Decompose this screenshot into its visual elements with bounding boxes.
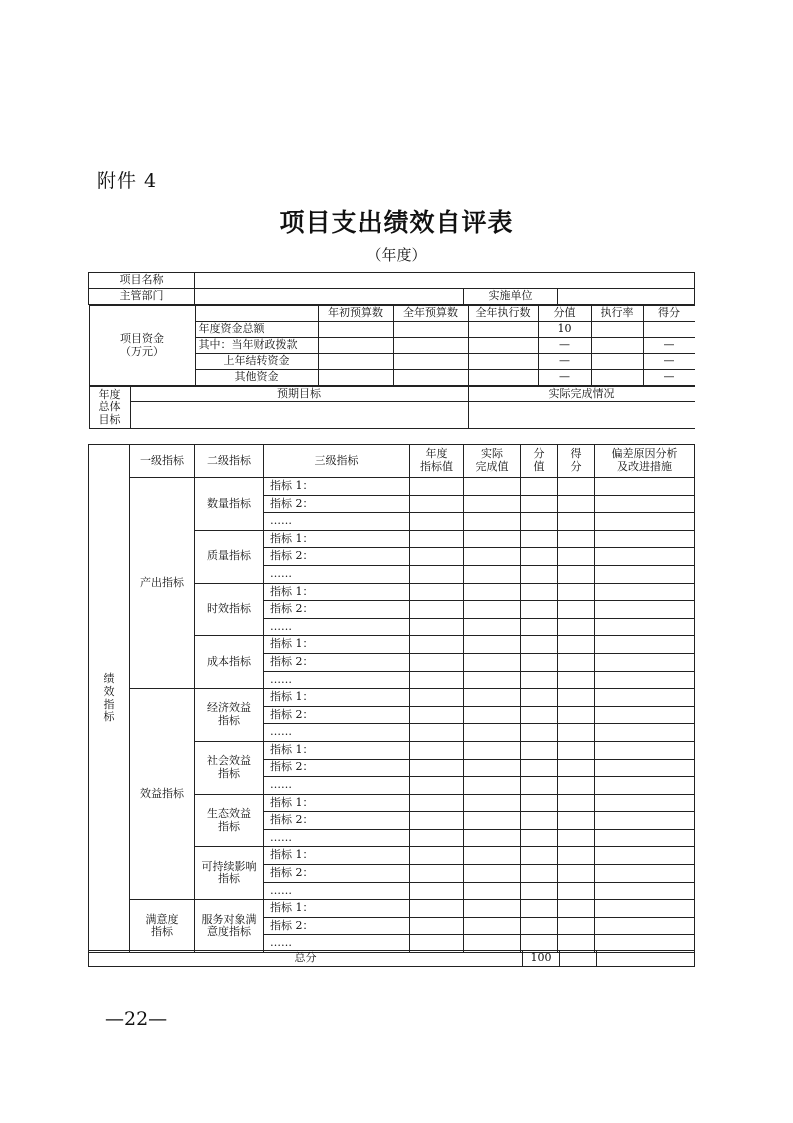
deviation-cell[interactable]	[595, 530, 695, 548]
funds-cell[interactable]	[468, 338, 538, 354]
actual-value-cell[interactable]	[464, 653, 521, 671]
level2-indicator	[195, 900, 264, 953]
actual-value-cell[interactable]	[464, 847, 521, 865]
funds-rate[interactable]	[591, 370, 643, 386]
level2-line2: 指标	[218, 714, 240, 728]
funds-row-label: 其中：当年财政拨款	[195, 338, 318, 354]
indicator-table	[88, 444, 695, 953]
level3-indicator[interactable]: ……	[264, 565, 410, 583]
score-cell[interactable]	[521, 794, 558, 812]
actual-value-cell[interactable]	[464, 565, 521, 583]
deviation-cell[interactable]	[595, 565, 695, 583]
deviation-cell[interactable]	[595, 548, 695, 566]
funds-cell[interactable]	[393, 354, 468, 370]
gain-cell[interactable]	[558, 513, 595, 531]
level3-indicator[interactable]: 指标 1：	[264, 530, 410, 548]
score-cell[interactable]	[521, 583, 558, 601]
score-cell[interactable]	[521, 724, 558, 742]
form-title: 项目支出绩效自评表	[279, 208, 514, 237]
gain-cell[interactable]	[558, 495, 595, 513]
level2-indicator	[195, 530, 264, 583]
level3-indicator[interactable]: ……	[264, 513, 410, 531]
funds-row-label: 上年结转资金	[195, 354, 318, 370]
deviation-cell[interactable]	[595, 636, 695, 654]
target-value-cell[interactable]	[410, 671, 464, 689]
deviation-cell[interactable]	[595, 583, 695, 601]
actual-value-cell[interactable]	[464, 777, 521, 795]
level2-line1: 时效指标	[207, 602, 251, 616]
total-row	[89, 951, 695, 967]
total-label: 总分	[89, 951, 523, 967]
target-value-cell[interactable]	[410, 741, 464, 759]
level3-indicator[interactable]: 指标 1：	[264, 794, 410, 812]
score-cell[interactable]	[521, 917, 558, 935]
score-cell[interactable]	[521, 671, 558, 689]
target-value-cell[interactable]	[410, 583, 464, 601]
level3-indicator[interactable]: 指标 2：	[264, 495, 410, 513]
target-value-cell[interactable]	[410, 900, 464, 918]
level2-indicator	[195, 478, 264, 531]
score-cell[interactable]	[521, 548, 558, 566]
deviation-cell[interactable]	[595, 601, 695, 619]
goals-label: 年度总体目标	[89, 387, 130, 429]
funds-label	[89, 306, 195, 386]
gain-cell[interactable]	[558, 478, 595, 496]
deviation-cell[interactable]	[595, 882, 695, 900]
level2-indicator	[195, 583, 264, 636]
target-value-cell[interactable]	[410, 636, 464, 654]
deviation-cell[interactable]	[595, 917, 695, 935]
actual-value-cell[interactable]	[464, 706, 521, 724]
level2-line2: 意度指标	[207, 925, 251, 939]
actual-value-cell[interactable]	[464, 583, 521, 601]
target-value-cell[interactable]	[410, 530, 464, 548]
deviation-cell[interactable]	[595, 618, 695, 636]
indicator-side-label: 绩效指标	[89, 445, 130, 953]
funds-cell[interactable]	[393, 338, 468, 354]
gain-cell[interactable]	[558, 653, 595, 671]
level3-indicator[interactable]: 指标 1：	[264, 847, 410, 865]
score-cell[interactable]	[521, 530, 558, 548]
level3-indicator[interactable]: 指标 1：	[264, 741, 410, 759]
attachment-label: 附件 4	[97, 170, 158, 192]
funds-gain: —	[643, 370, 695, 386]
target-value-cell[interactable]	[410, 653, 464, 671]
project-name-field[interactable]	[195, 273, 695, 289]
goals-header-row	[89, 387, 695, 402]
indicator-row	[89, 900, 695, 918]
target-value-cell[interactable]	[410, 565, 464, 583]
deviation-cell[interactable]	[595, 671, 695, 689]
total-score: 100	[523, 951, 560, 967]
header-gain-line2: 分	[570, 460, 582, 473]
indicator-row	[89, 478, 695, 496]
target-value-cell[interactable]	[410, 618, 464, 636]
goals-actual-label: 实际完成情况	[468, 387, 695, 402]
target-value-cell[interactable]	[410, 513, 464, 531]
target-value-cell[interactable]	[410, 812, 464, 830]
deviation-cell[interactable]	[595, 847, 695, 865]
header-gain	[558, 445, 595, 478]
level3-indicator[interactable]: ……	[264, 724, 410, 742]
deviation-cell[interactable]	[595, 724, 695, 742]
goals-table	[89, 386, 695, 429]
gain-cell[interactable]	[558, 741, 595, 759]
gain-cell[interactable]	[558, 847, 595, 865]
score-cell[interactable]	[521, 741, 558, 759]
funds-header-row	[89, 306, 695, 322]
header-score-line1: 分	[533, 447, 545, 461]
level2-indicator	[195, 847, 264, 900]
funds-gain	[643, 322, 695, 338]
level3-indicator[interactable]: 指标 2：	[264, 601, 410, 619]
level3-indicator[interactable]: 指标 2：	[264, 653, 410, 671]
actual-value-cell[interactable]	[464, 759, 521, 777]
total-gain[interactable]	[560, 951, 597, 967]
funds-cell[interactable]	[468, 370, 538, 386]
deviation-cell[interactable]	[595, 495, 695, 513]
header-level2: 二级指标	[195, 445, 264, 478]
funds-score: —	[538, 354, 591, 370]
deviation-cell[interactable]	[595, 689, 695, 707]
score-cell[interactable]	[521, 565, 558, 583]
target-value-cell[interactable]	[410, 689, 464, 707]
funds-header-rate: 执行率	[591, 306, 643, 322]
header-score	[521, 445, 558, 478]
deviation-cell[interactable]	[595, 478, 695, 496]
header-level3: 三级指标	[264, 445, 410, 478]
level2-indicator	[195, 741, 264, 794]
target-value-cell[interactable]	[410, 724, 464, 742]
level2-line1: 社会效益	[207, 754, 251, 768]
funds-cell[interactable]	[468, 354, 538, 370]
deviation-cell[interactable]	[595, 812, 695, 830]
level2-line2: 指标	[218, 819, 240, 833]
header-gain-line1: 得	[570, 447, 582, 461]
funds-table	[89, 305, 695, 386]
target-value-cell[interactable]	[410, 706, 464, 724]
actual-value-cell[interactable]	[464, 917, 521, 935]
score-cell[interactable]	[521, 759, 558, 777]
gain-cell[interactable]	[558, 618, 595, 636]
header-actual-line2: 完成值	[475, 460, 509, 473]
deviation-cell[interactable]	[595, 741, 695, 759]
self-evaluation-table	[88, 272, 695, 429]
score-cell[interactable]	[521, 495, 558, 513]
target-value-cell[interactable]	[410, 847, 464, 865]
score-cell[interactable]	[521, 653, 558, 671]
project-name-label: 项目名称	[89, 273, 195, 289]
row-department	[89, 289, 695, 305]
level3-indicator[interactable]: 指标 2：	[264, 759, 410, 777]
actual-value-cell[interactable]	[464, 741, 521, 759]
level3-indicator[interactable]: 指标 2：	[264, 548, 410, 566]
header-score-line2: 值	[533, 460, 545, 473]
level2-line1: 可持续影响	[201, 859, 257, 873]
level3-indicator[interactable]: 指标 2：	[264, 917, 410, 935]
target-value-cell[interactable]	[410, 777, 464, 795]
level3-indicator[interactable]: 指标 2：	[264, 865, 410, 883]
gain-cell[interactable]	[558, 759, 595, 777]
gain-cell[interactable]	[558, 636, 595, 654]
funds-header-executed: 全年执行数	[468, 306, 538, 322]
header-deviation-line1: 偏差原因分析	[611, 447, 678, 461]
actual-value-cell[interactable]	[464, 636, 521, 654]
target-value-cell[interactable]	[410, 865, 464, 883]
funds-cell[interactable]	[393, 370, 468, 386]
actual-value-cell[interactable]	[464, 794, 521, 812]
department-label: 主管部门	[89, 289, 195, 305]
deviation-cell[interactable]	[595, 706, 695, 724]
goals-expected-field[interactable]	[130, 402, 468, 429]
gain-cell[interactable]	[558, 601, 595, 619]
level2-indicator	[195, 689, 264, 742]
header-actual-line1: 实际	[481, 447, 503, 461]
target-value-cell[interactable]	[410, 548, 464, 566]
row-project-name	[89, 273, 695, 289]
funds-rate[interactable]	[591, 354, 643, 370]
gain-cell[interactable]	[558, 706, 595, 724]
target-value-cell[interactable]	[410, 794, 464, 812]
target-value-cell[interactable]	[410, 601, 464, 619]
deviation-cell[interactable]	[595, 653, 695, 671]
header-target-line2: 指标值	[420, 460, 453, 473]
gain-cell[interactable]	[558, 829, 595, 847]
level2-indicator	[195, 794, 264, 847]
target-value-cell[interactable]	[410, 478, 464, 496]
deviation-cell[interactable]	[595, 513, 695, 531]
indicator-row	[89, 689, 695, 707]
level2-line1: 服务对象满	[201, 912, 257, 926]
funds-header-initial: 年初预算数	[318, 306, 393, 322]
target-value-cell[interactable]	[410, 495, 464, 513]
score-cell[interactable]	[521, 513, 558, 531]
header-actual	[464, 445, 521, 478]
score-cell[interactable]	[521, 601, 558, 619]
score-cell[interactable]	[521, 900, 558, 918]
level3-indicator[interactable]: ……	[264, 618, 410, 636]
actual-value-cell[interactable]	[464, 495, 521, 513]
actual-value-cell[interactable]	[464, 689, 521, 707]
gain-cell[interactable]	[558, 689, 595, 707]
target-value-cell[interactable]	[410, 882, 464, 900]
gain-cell[interactable]	[558, 548, 595, 566]
funds-cell[interactable]	[318, 338, 393, 354]
deviation-cell[interactable]	[595, 829, 695, 847]
level3-indicator[interactable]: 指标 1：	[264, 636, 410, 654]
header-level1: 一级指标	[130, 445, 195, 478]
form-subtitle: （年度）	[366, 246, 427, 264]
target-value-cell[interactable]	[410, 917, 464, 935]
actual-value-cell[interactable]	[464, 882, 521, 900]
gain-cell[interactable]	[558, 900, 595, 918]
score-cell[interactable]	[521, 706, 558, 724]
funds-cell[interactable]	[393, 322, 468, 338]
level2-line1: 质量指标	[207, 549, 251, 563]
level2-indicator	[195, 636, 264, 689]
funds-cell[interactable]	[318, 370, 393, 386]
funds-score: —	[538, 338, 591, 354]
level1-line2: 指标	[151, 925, 173, 939]
level1-indicator	[130, 900, 195, 953]
total-deviation[interactable]	[597, 951, 695, 967]
actual-value-cell[interactable]	[464, 618, 521, 636]
level2-line1: 经济效益	[207, 701, 251, 715]
funds-cell[interactable]	[468, 322, 538, 338]
funds-header-annual: 全年预算数	[393, 306, 468, 322]
funds-gain: —	[643, 338, 695, 354]
deviation-cell[interactable]	[595, 759, 695, 777]
funds-cell[interactable]	[318, 354, 393, 370]
score-cell[interactable]	[521, 829, 558, 847]
level1-indicator: 效益指标	[130, 689, 195, 900]
score-cell[interactable]	[521, 478, 558, 496]
level3-indicator[interactable]: 指标 1：	[264, 478, 410, 496]
gain-cell[interactable]	[558, 865, 595, 883]
score-cell[interactable]	[521, 865, 558, 883]
target-value-cell[interactable]	[410, 759, 464, 777]
level1-line1: 满意度	[145, 912, 179, 926]
gain-cell[interactable]	[558, 583, 595, 601]
department-field[interactable]	[195, 289, 464, 305]
goals-actual-field[interactable]	[468, 402, 695, 429]
level2-line1: 生态效益	[207, 806, 251, 820]
header-deviation-line2: 及改进措施	[617, 460, 672, 473]
gain-cell[interactable]	[558, 917, 595, 935]
score-cell[interactable]	[521, 636, 558, 654]
actual-value-cell[interactable]	[464, 530, 521, 548]
goals-expected-label: 预期目标	[130, 387, 468, 402]
level3-indicator[interactable]: 指标 2：	[264, 706, 410, 724]
funds-row-label: 其他资金	[195, 370, 318, 386]
actual-value-cell[interactable]	[464, 513, 521, 531]
funds-header-score: 分值	[538, 306, 591, 322]
deviation-cell[interactable]	[595, 900, 695, 918]
funds-header-gain: 得分	[643, 306, 695, 322]
level2-line1: 数量指标	[207, 496, 251, 510]
indicator-header-row	[89, 445, 695, 478]
level3-indicator[interactable]: 指标 1：	[264, 583, 410, 601]
funds-label-line2: （万元）	[120, 344, 164, 358]
funds-label-line1: 项目资金	[120, 331, 164, 345]
funds-score: —	[538, 370, 591, 386]
gain-cell[interactable]	[558, 724, 595, 742]
actual-value-cell[interactable]	[464, 900, 521, 918]
funds-cell[interactable]	[318, 322, 393, 338]
level3-indicator[interactable]: 指标 2：	[264, 812, 410, 830]
page-number: —22—	[105, 1008, 168, 1030]
score-cell[interactable]	[521, 882, 558, 900]
deviation-cell[interactable]	[595, 865, 695, 883]
gain-cell[interactable]	[558, 777, 595, 795]
actual-value-cell[interactable]	[464, 724, 521, 742]
level2-line2: 指标	[218, 872, 240, 886]
level2-line1: 成本指标	[207, 654, 251, 668]
level3-indicator[interactable]: ……	[264, 829, 410, 847]
score-cell[interactable]	[521, 847, 558, 865]
implementer-label: 实施单位	[464, 289, 558, 305]
score-cell[interactable]	[521, 812, 558, 830]
actual-value-cell[interactable]	[464, 812, 521, 830]
gain-cell[interactable]	[558, 530, 595, 548]
funds-rate[interactable]	[591, 338, 643, 354]
gain-cell[interactable]	[558, 794, 595, 812]
gain-cell[interactable]	[558, 565, 595, 583]
level3-indicator[interactable]: ……	[264, 777, 410, 795]
deviation-cell[interactable]	[595, 794, 695, 812]
header-deviation	[595, 445, 695, 478]
funds-score: 10	[538, 322, 591, 338]
level2-line2: 指标	[218, 766, 240, 780]
score-cell[interactable]	[521, 618, 558, 636]
level3-indicator[interactable]: ……	[264, 671, 410, 689]
score-cell[interactable]	[521, 777, 558, 795]
funds-blank-header	[195, 306, 318, 322]
deviation-cell[interactable]	[595, 777, 695, 795]
score-cell[interactable]	[521, 689, 558, 707]
funds-rate[interactable]	[591, 322, 643, 338]
actual-value-cell[interactable]	[464, 601, 521, 619]
total-table	[88, 950, 695, 967]
funds-row-label: 年度资金总额	[195, 322, 318, 338]
header-target-line1: 年度	[425, 447, 448, 461]
target-value-cell[interactable]	[410, 829, 464, 847]
actual-value-cell[interactable]	[464, 829, 521, 847]
gain-cell[interactable]	[558, 812, 595, 830]
actual-value-cell[interactable]	[464, 478, 521, 496]
actual-value-cell[interactable]	[464, 671, 521, 689]
gain-cell[interactable]	[558, 882, 595, 900]
gain-cell[interactable]	[558, 671, 595, 689]
actual-value-cell[interactable]	[464, 865, 521, 883]
header-target	[410, 445, 464, 478]
level1-indicator: 产出指标	[130, 478, 195, 689]
level3-indicator[interactable]: ……	[264, 935, 410, 953]
actual-value-cell[interactable]	[464, 548, 521, 566]
level3-indicator[interactable]: 指标 1：	[264, 900, 410, 918]
implementer-field[interactable]	[558, 289, 695, 305]
level3-indicator[interactable]: 指标 1：	[264, 689, 410, 707]
level3-indicator[interactable]: ……	[264, 882, 410, 900]
funds-gain: —	[643, 354, 695, 370]
